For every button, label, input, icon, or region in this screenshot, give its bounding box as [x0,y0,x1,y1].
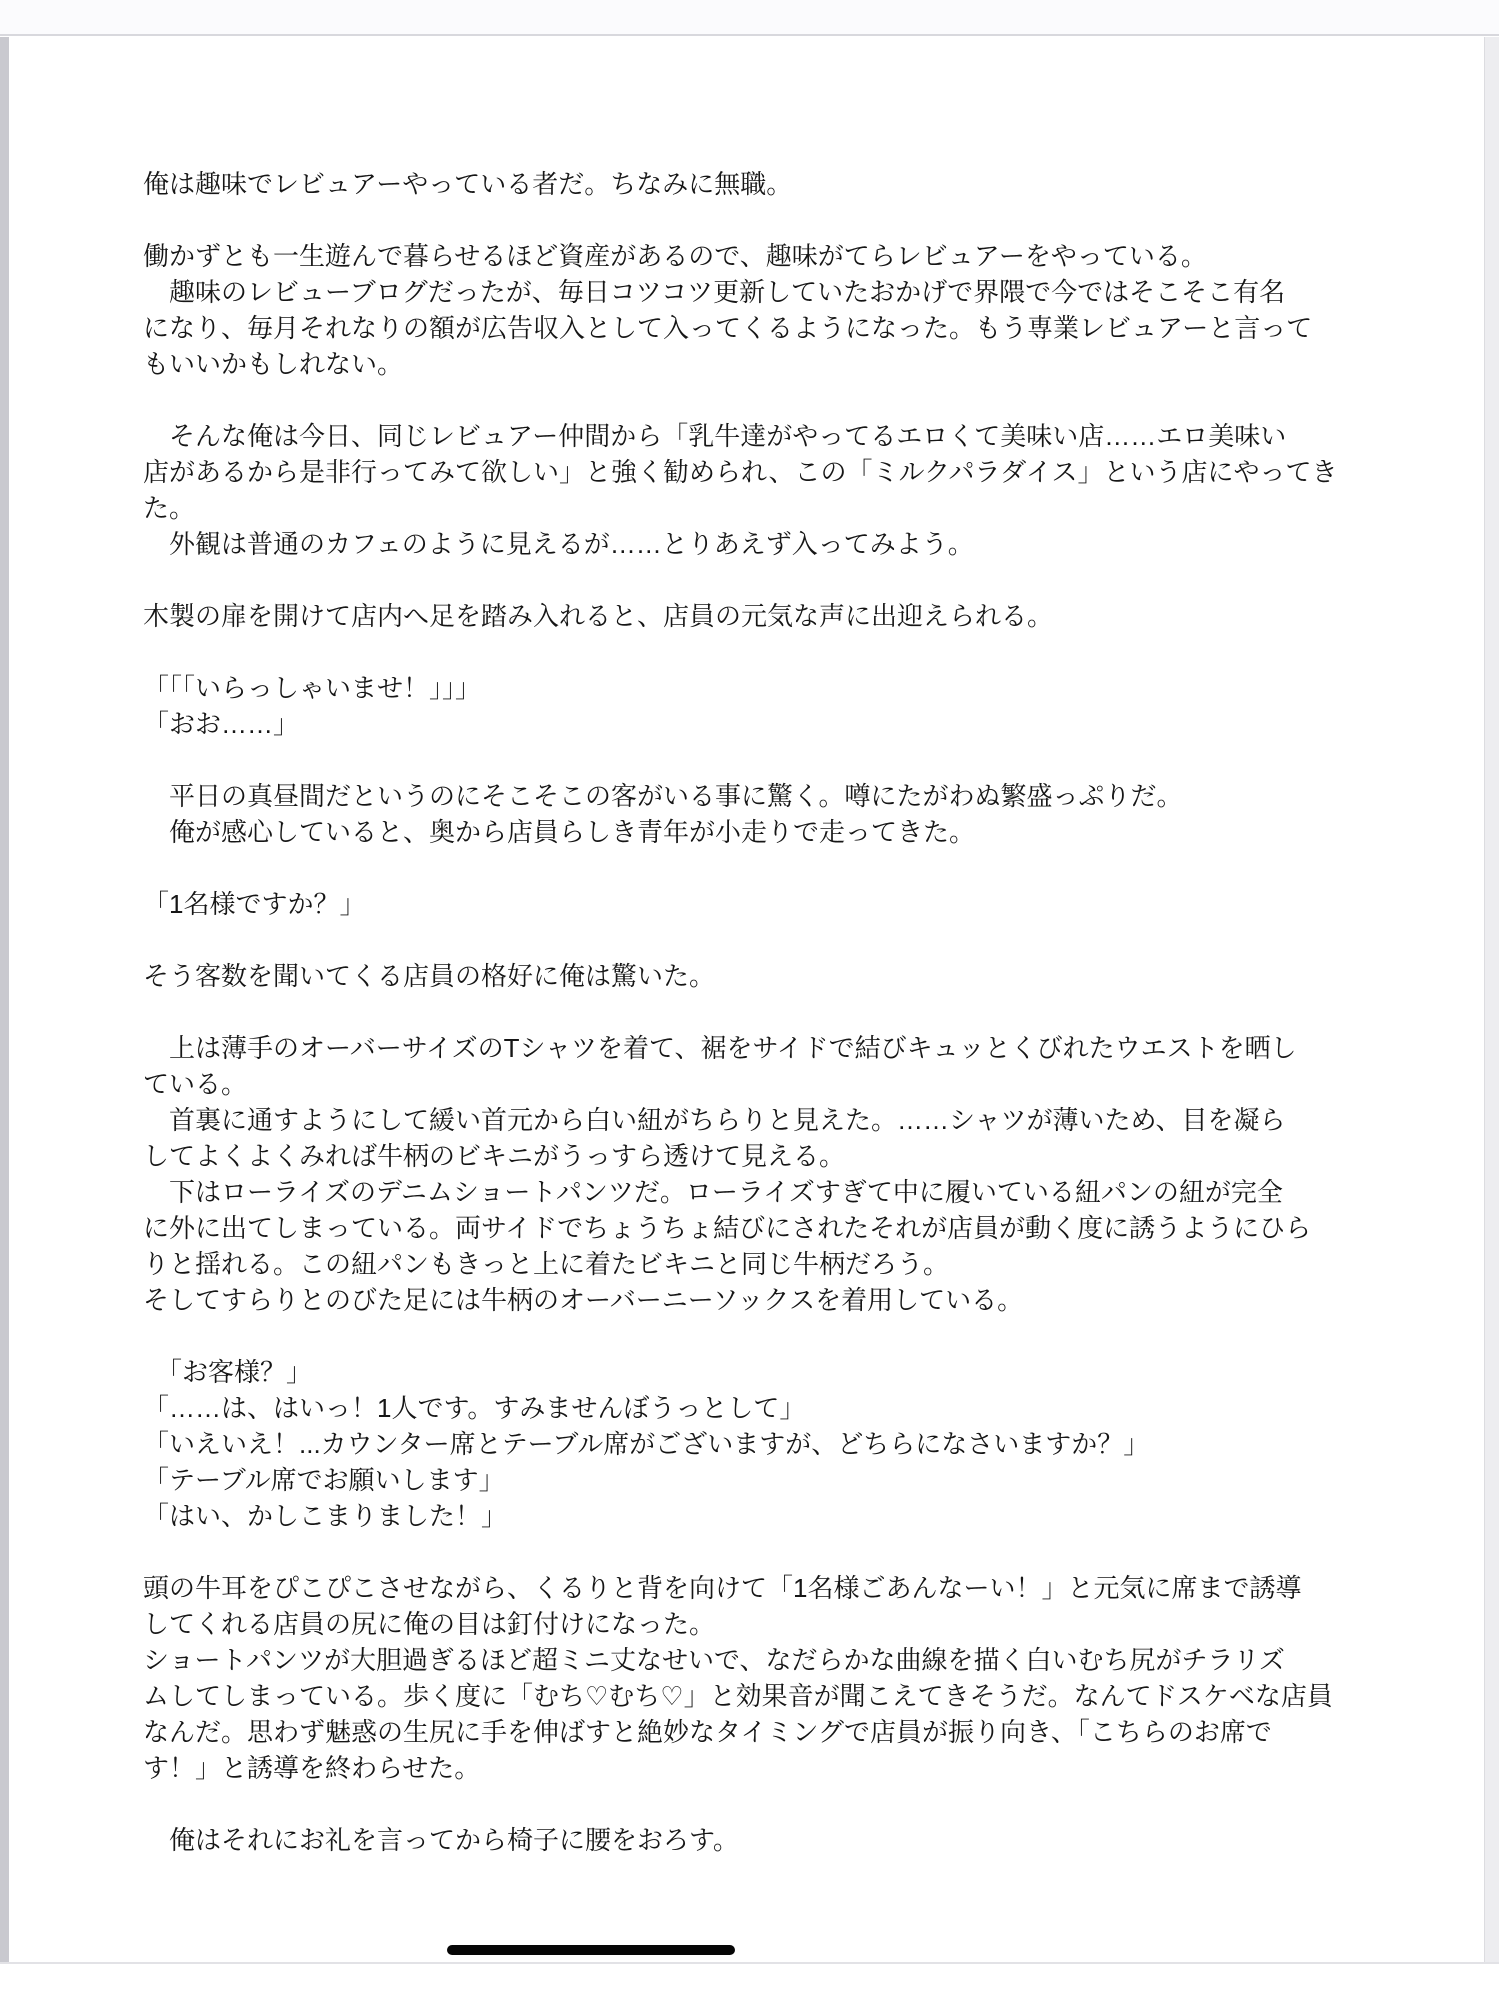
text-line: 「はい、かしこまりました！」 [143,1501,508,1531]
text-line [143,742,1423,778]
text-line: になり、毎月それなりの額が広告収入として入ってくるようになった。もう専業レビュアーと言って [143,313,1313,343]
text-line: 外観は普通のカフェのように見えるが……とりあえず入ってみよう。 [143,529,974,559]
status-bar-area [0,0,1499,36]
text-line: もいいかもしれない。 [143,349,404,379]
scrollbar-track[interactable] [1484,37,1499,1964]
home-indicator[interactable] [447,1945,735,1955]
text-line: す！」と誘導を終わらせた。 [143,1753,481,1783]
text-line [143,922,1423,958]
story-text [143,166,1423,1858]
text-line: なんだ。思わず魅惑の生尻に手を伸ばすと絶妙なタイミングで店員が振り向き、「こちらのお席で [143,1717,1272,1747]
text-line: 「……は、はいっ！1人です。すみませんぼうっとして」 [143,1393,806,1423]
text-line: 「お客様？」 [143,1357,313,1387]
text-line [143,202,1423,238]
text-line: 俺が感心していると、奥から店員らしき青年が小走りで走ってきた。 [143,817,976,847]
text-line: 店があるから是非行ってみて欲しい」と強く勧められ、この「ミルクパラダイス」という店にやってき [143,457,1338,487]
text-line: 下はローライズのデニムショートパンツだ。ローライズすぎて中に履いている紐パンの紐が完全 [143,1177,1283,1207]
text-line: 「「「いらっしゃいませ！」」」 [143,673,482,703]
text-line: ている。 [143,1069,248,1099]
text-line: ムしてしまっている。歩く度に「むち♡むち♡」と効果音が聞こえてきそうだ。なんてドスケベな店員 [143,1681,1333,1711]
left-page-edge [0,37,9,1964]
text-line: 働かずとも一生遊んで暮らせるほど資産があるので、趣味がてらレビュアーをやっている。 [143,241,1207,271]
text-line: 上は薄手のオーバーサイズのTシャツを着て、裾をサイドで結びキュッとくびれたウエストを晒し [143,1033,1297,1063]
text-line [143,1786,1423,1822]
text-line: 首裏に通すようにして緩い首元から白い紐がちらりと見えた。……シャツが薄いため、目を凝ら [143,1105,1286,1135]
text-line: 俺は趣味でレビュアーやっている者だ。ちなみに無職。 [143,169,793,199]
text-line: 頭の牛耳をぴこぴこさせながら、くるりと背を向けて「1名様ごあんなーい！」と元気に席まで誘導 [143,1573,1302,1603]
text-line: 木製の扉を開けて店内へ足を踏み入れると、店員の元気な声に出迎えられる。 [143,601,1054,631]
text-line: 「おお……」 [143,709,300,739]
text-line: そんな俺は今日、同じレビュアー仲間から「乳牛達がやってるエロくて美味い店……エロ美味い [143,421,1287,451]
text-line [143,382,1423,418]
text-line: 平日の真昼間だというのにそこそこの客がいる事に驚く。噂にたがわぬ繁盛っぷりだ。 [143,781,1183,811]
text-line [143,1318,1423,1354]
text-line: してよくよくみれば牛柄のビキニがうっすら透けて見える。 [143,1141,846,1171]
bottom-divider [0,1962,1499,1964]
text-line: 「1名様ですか？」 [143,889,366,919]
text-line: そう客数を聞いてくる店員の格好に俺は驚いた。 [143,961,716,991]
text-line: に外に出てしまっている。両サイドでちょうちょ結びにされたそれが店員が動く度に誘うようにひら [143,1213,1312,1243]
text-line: 俺はそれにお礼を言ってから椅子に腰をおろす。 [143,1825,739,1855]
text-line: そしてすらりとのびた足には牛柄のオーバーニーソックスを着用している。 [143,1285,1024,1315]
text-line: りと揺れる。この紐パンもきっと上に着たビキニと同じ牛柄だろう。 [143,1249,950,1279]
text-line [143,994,1423,1030]
text-line [143,634,1423,670]
text-line: た。 [143,493,196,523]
text-line: 「テーブル席でお願いします」 [143,1465,505,1495]
text-line: 趣味のレビューブログだったが、毎日コツコツ更新していたおかげで界隈で今ではそこそこ有名 [143,277,1286,307]
text-line: 「いえいえ！...カウンター席とテーブル席がございますが、どちらになさいますか？」 [143,1429,1150,1459]
text-line [143,1534,1423,1570]
text-line: ショートパンツが大胆過ぎるほど超ミニ丈なせいで、なだらかな曲線を描く白いむち尻がチラリズ [143,1645,1285,1675]
text-line [143,562,1423,598]
text-line: してくれる店員の尻に俺の目は釘付けになった。 [143,1609,716,1639]
text-line [143,850,1423,886]
